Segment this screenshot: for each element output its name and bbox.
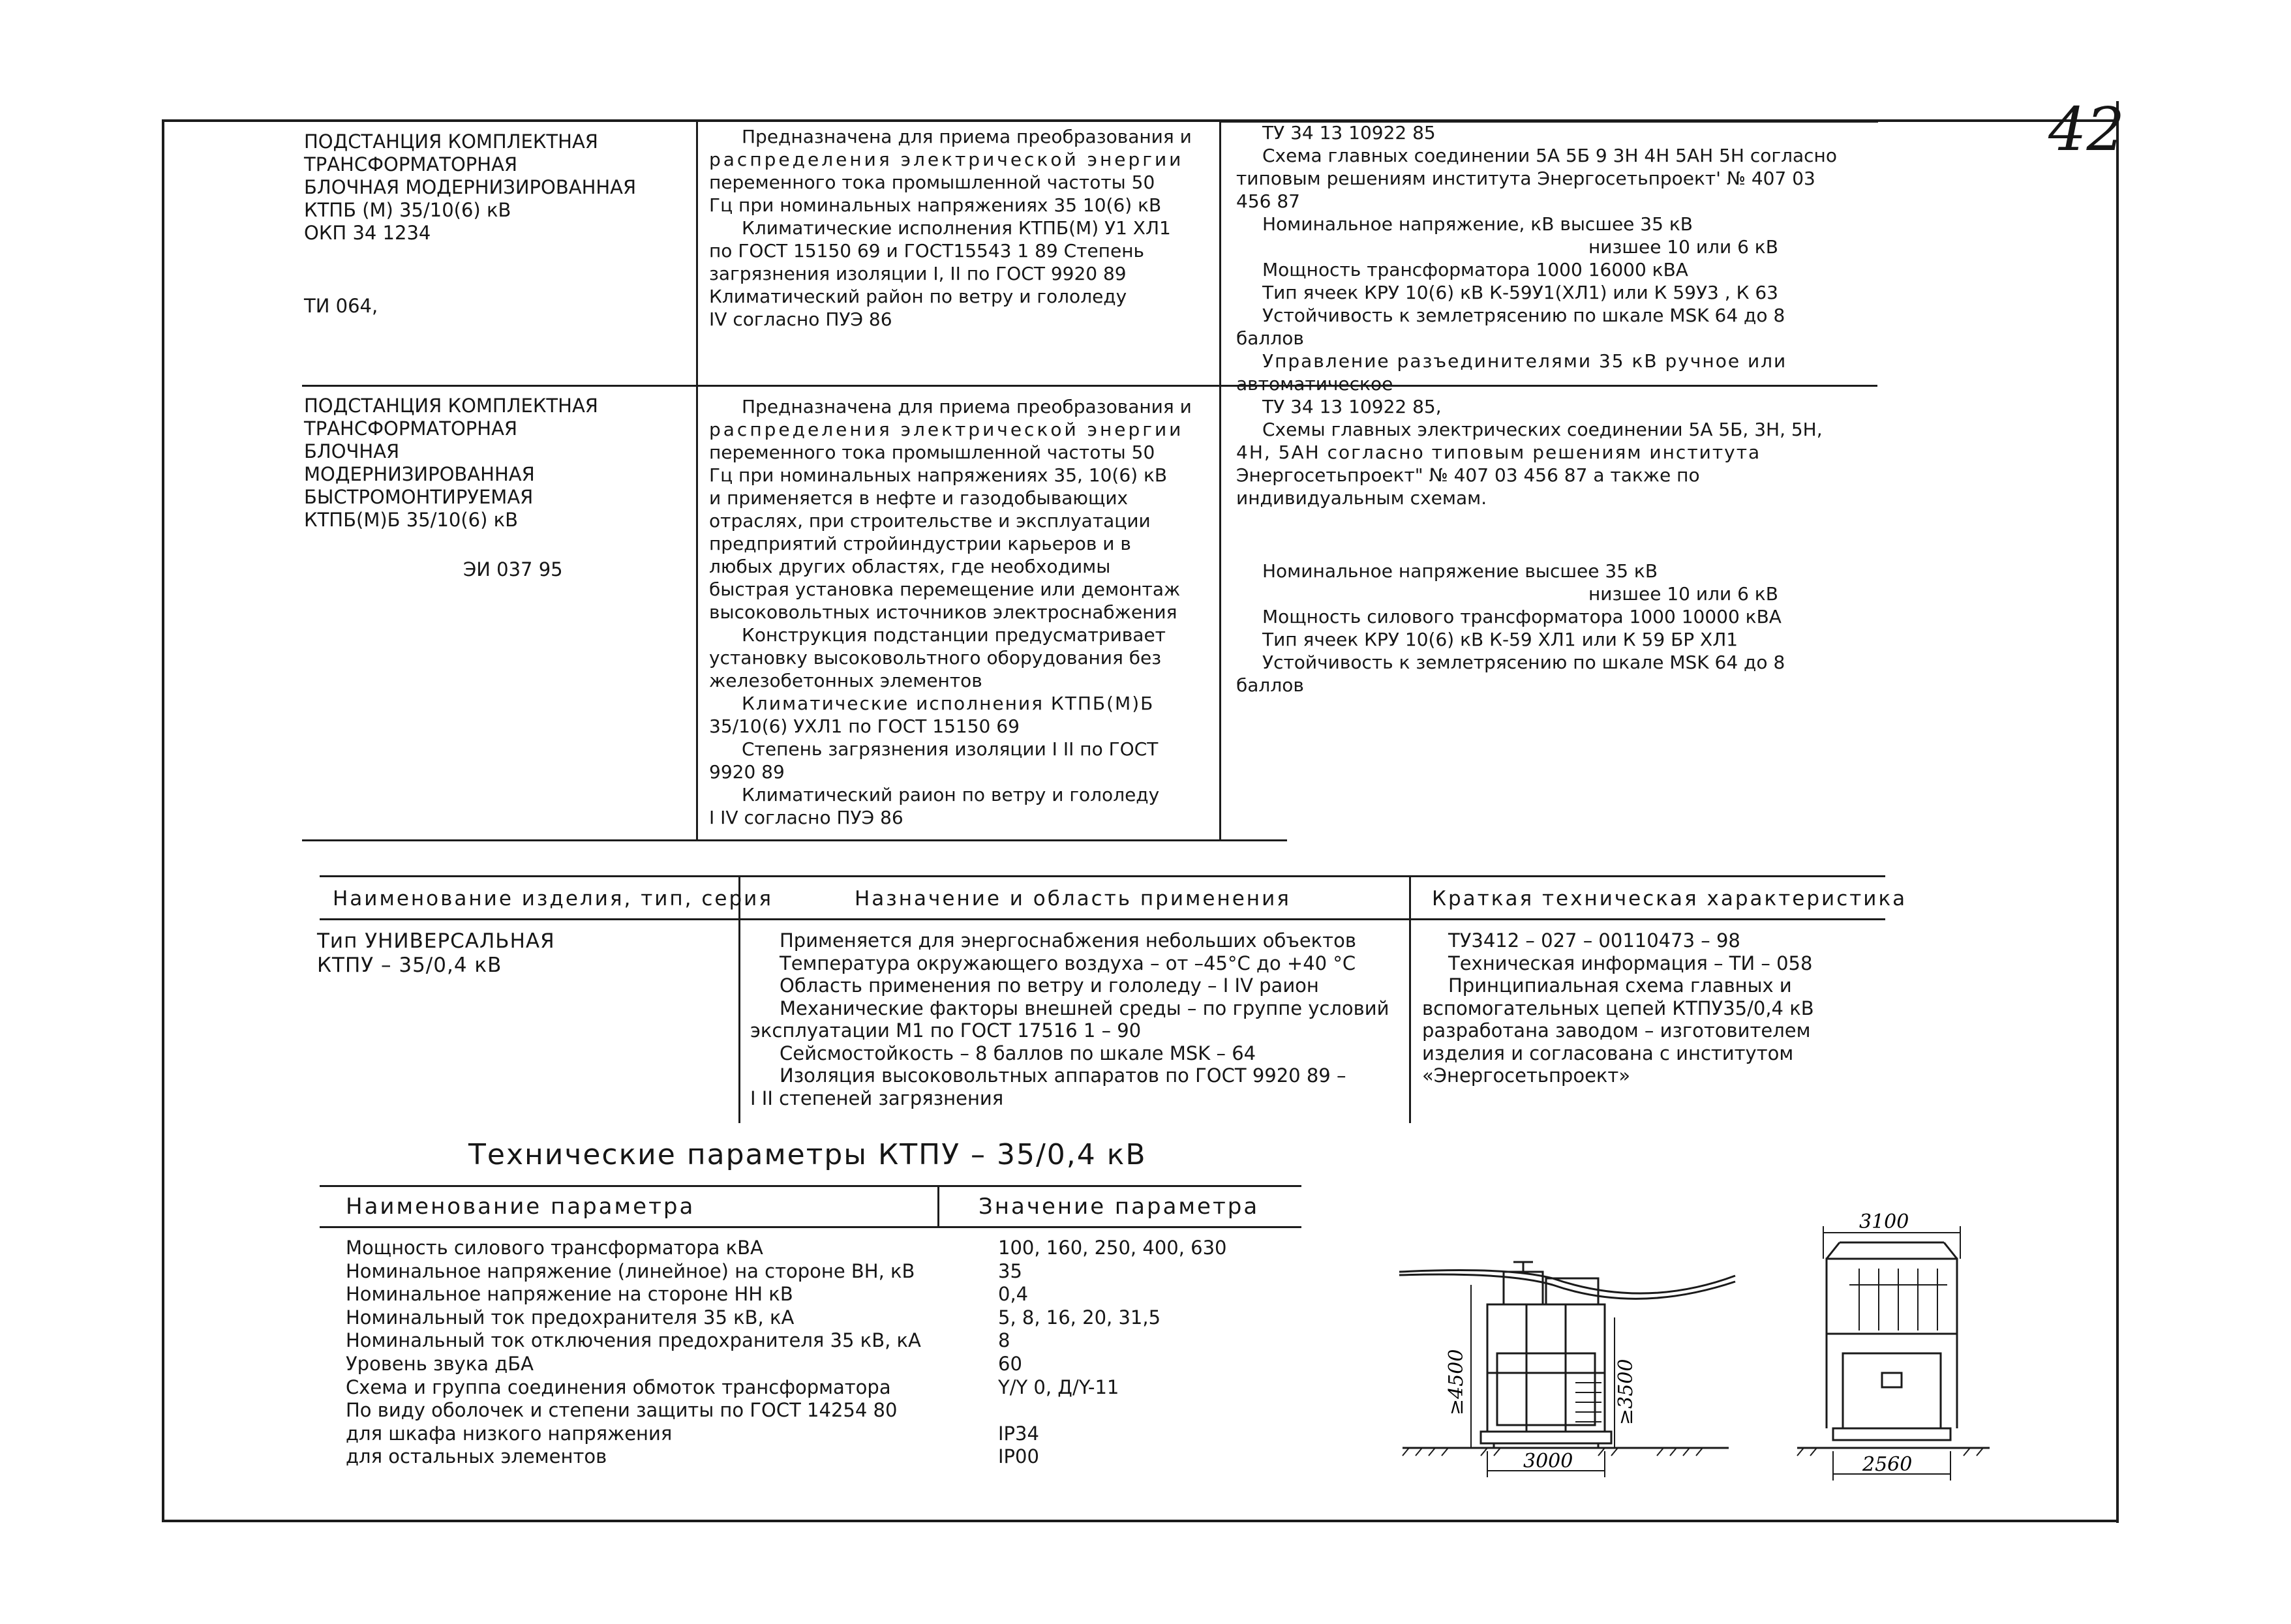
row1-name: ПОДСТАНЦИЯ КОМПЛЕКТНАЯ ТРАНСФОРМАТОРНАЯ БЛОЧНАЯ МОДЕРНИЗИРОВАННАЯ КТПБ (М) 35/10(6) кВ ОКП 34 1234 — [304, 130, 637, 244]
param-name: для шкафа низкого напряжения — [346, 1422, 673, 1445]
dim-base-width: 2560 — [1862, 1453, 1913, 1476]
params-table-header-line — [320, 1226, 1301, 1228]
param-value: 60 — [998, 1353, 1022, 1375]
param-name: Номинальный ток отключения предохранителя 35 кВ, кА — [346, 1329, 921, 1352]
frame-left — [162, 119, 164, 1522]
params-col-divider — [937, 1185, 939, 1228]
row2-spec-b: Номинальное напряжение высшее 35 кВ низшее 10 или 6 кВ Мощность силового трансформатора 1000 10000 кВА Тип ячеек КРУ 10(6) кВ К-59 ХЛ1 или К 59 БР ХЛ1 Устойчивость к землетрясению по шкале MSK 64 до 8 — [1262, 560, 1785, 673]
lower-header-spec: Краткая техническая характеристика — [1432, 887, 1907, 910]
param-name: По виду оболочек и степени защиты по ГОСТ 14254 80 — [346, 1399, 898, 1422]
row1-code: ТИ 064, — [304, 295, 378, 317]
page-number: 42 — [2048, 95, 2125, 164]
params-header-value: Значение параметра — [979, 1194, 1260, 1220]
lower-table-header-line — [320, 918, 1885, 920]
row2-code: ЭИ 037 95 — [463, 558, 563, 580]
param-value: 5, 8, 16, 20, 31,5 — [998, 1306, 1161, 1329]
param-name: Номинальный ток предохранителя 35 кВ, кА — [346, 1306, 795, 1329]
lower-col-divider-1 — [738, 875, 740, 1123]
dim-length: 3000 — [1523, 1450, 1573, 1473]
substation-side-drawing — [1389, 1226, 1755, 1487]
row2-name: ПОДСТАНЦИЯ КОМПЛЕКТНАЯ ТРАНСФОРМАТОРНАЯ БЛОЧНАЯ МОДЕРНИЗИРОВАННАЯ БЫСТРОМОНТИРУЕМАЯ КТПБ(М)Б 35/10(6) кВ — [304, 395, 598, 531]
param-value: 0,4 — [998, 1283, 1029, 1306]
lower-header-name: Наименование изделия, тип, серия — [333, 887, 773, 910]
lower-header-purpose: Назначение и область применения — [855, 887, 1291, 910]
param-value: IP00 — [998, 1445, 1039, 1468]
params-header-name: Наименование параметра — [346, 1194, 695, 1220]
param-name: Номинальное напряжение (линейное) на стороне ВН, кВ — [346, 1259, 915, 1282]
lower-name: Тип УНИВЕРСАЛЬНАЯ КТПУ – 35/0,4 кВ — [317, 929, 555, 977]
param-value: IP34 — [998, 1422, 1039, 1445]
row2-spec-a: ТУ 34 13 10922 85, Схемы главных электрических соединении 5А 5Б, 3Н, 5Н, 4Н, 5АН согласно типовым решениям института Энергосетьпроект" № 407 03 456 87 а также по индивидуальным схемам. — [1236, 396, 1823, 509]
lower-col-divider-2 — [1409, 875, 1411, 1123]
lower-purpose: Применяется для энергоснабжения небольших объектов Температура окружающего воздуха – от –45°С до +40 °С Область применения по ветру и гололеду – I IV раион Механические факторы внешней среды – по группе условий эксплуатации М1 по ГОСТ 17516 1 – 90 Сейсмостойкость – 8 баллов по шкале MSK – 64 Изоляция высоковольтных аппаратов по ГОСТ 9920 89 – I II степеней загрязнения — [750, 929, 1389, 1109]
param-name: для остальных элементов — [346, 1445, 607, 1468]
param-name: Номинальное напряжение на стороне НН кВ — [346, 1283, 793, 1306]
row1-spec: ТУ 34 13 10922 85 Схема главных соединении 5А 5Б 9 3Н 4Н 5АН 5Н согласно типовым решениям института Энергосетьпроект' № 407 03 456 87 Номинальное напряжение, кВ высшее 35 кВ низшее 10 или 6 кВ Мощность трансформатора 1000 16000 кВА Тип ячеек КРУ 10(6) кВ К-59У1(ХЛ1) или К 59У3 , К 63 Устойчивость к землетрясению по шкале MSK 64 до 8 баллов Управление разъединителями 35 кВ ручное или автоматическое — [1236, 122, 1837, 395]
param-name: Схема и группа соединения обмоток трансформатора — [346, 1376, 891, 1398]
dim-height-body: ≥3500 — [1615, 1359, 1637, 1425]
frame-right — [2116, 101, 2119, 1523]
params-table-top — [320, 1185, 1301, 1187]
dim-height-total: ≥4500 — [1445, 1349, 1468, 1415]
row1-purpose: Предназначена для приема преобразования и распределения электрической энергии переменного тока промышленной частоты 50 Гц при номинальных напряжениях 35 10(6) кВ Климатические исполнения КТПБ(М) У1 ХЛ1 по ГОСТ 15150 69 и ГОСТ15543 1 89 Степень загрязнения изоляции I, II по ГОСТ 9920 89 Климатический район по ветру и гололеду IV согласно ПУЭ 86 — [709, 126, 1192, 330]
frame-bottom — [162, 1520, 2119, 1522]
row2-spec-c: баллов — [1236, 674, 1304, 696]
row2-purpose: Предназначена для приема преобразования и распределения электрической энергии переменного тока промышленной частоты 50 Гц при номинальных напряжениях 35, 10(6) кВ и применяется в нефте и газодобывающих отраслях, при строительстве и эксплуатации предприятий стройиндустрии карьеров и в любых других областях, где необходимы быстрая установка перемещение или демонтаж высоковольтных источников электроснабжения Конструкция подстанции предусматривает установку высоковольтного оборудования без железобетонных элементов Климатические исполнения КТПБ(М)Б 35/10(6) УХЛ1 по ГОСТ 15150 69 Степень загрязнения изоляции I II по ГОСТ 9920 89 Климатический раион по ветру и гололеду I IV согласно ПУЭ 86 — [709, 396, 1192, 828]
upper-table-bottom — [302, 839, 1287, 841]
upper-col-divider-2 — [1219, 121, 1221, 841]
params-title: Технические параметры КТПУ – 35/0,4 кВ — [468, 1138, 1147, 1171]
param-value: 8 — [998, 1329, 1010, 1352]
substation-front-drawing — [1787, 1207, 2003, 1487]
lower-table-top — [320, 875, 1885, 877]
param-name: Мощность силового трансформатора кВА — [346, 1237, 763, 1259]
upper-col-divider-1 — [696, 121, 698, 841]
dim-top-width: 3100 — [1859, 1210, 1909, 1233]
param-name: Уровень звука дБА — [346, 1353, 534, 1375]
lower-spec: ТУ3412 – 027 – 00110473 – 98 Техническая информация – ТИ – 058 Принципиальная схема главных и вспомогательных цепей КТПУ35/0,4 кВ разработана заводом – изготовителем изделия и согласована с институтом «Энергосетьпроект» — [1422, 929, 1814, 1087]
param-value: 35 — [998, 1259, 1022, 1282]
param-value: Y/Y 0, Д/Y-11 — [998, 1376, 1119, 1398]
param-value: 100, 160, 250, 400, 630 — [998, 1237, 1227, 1259]
